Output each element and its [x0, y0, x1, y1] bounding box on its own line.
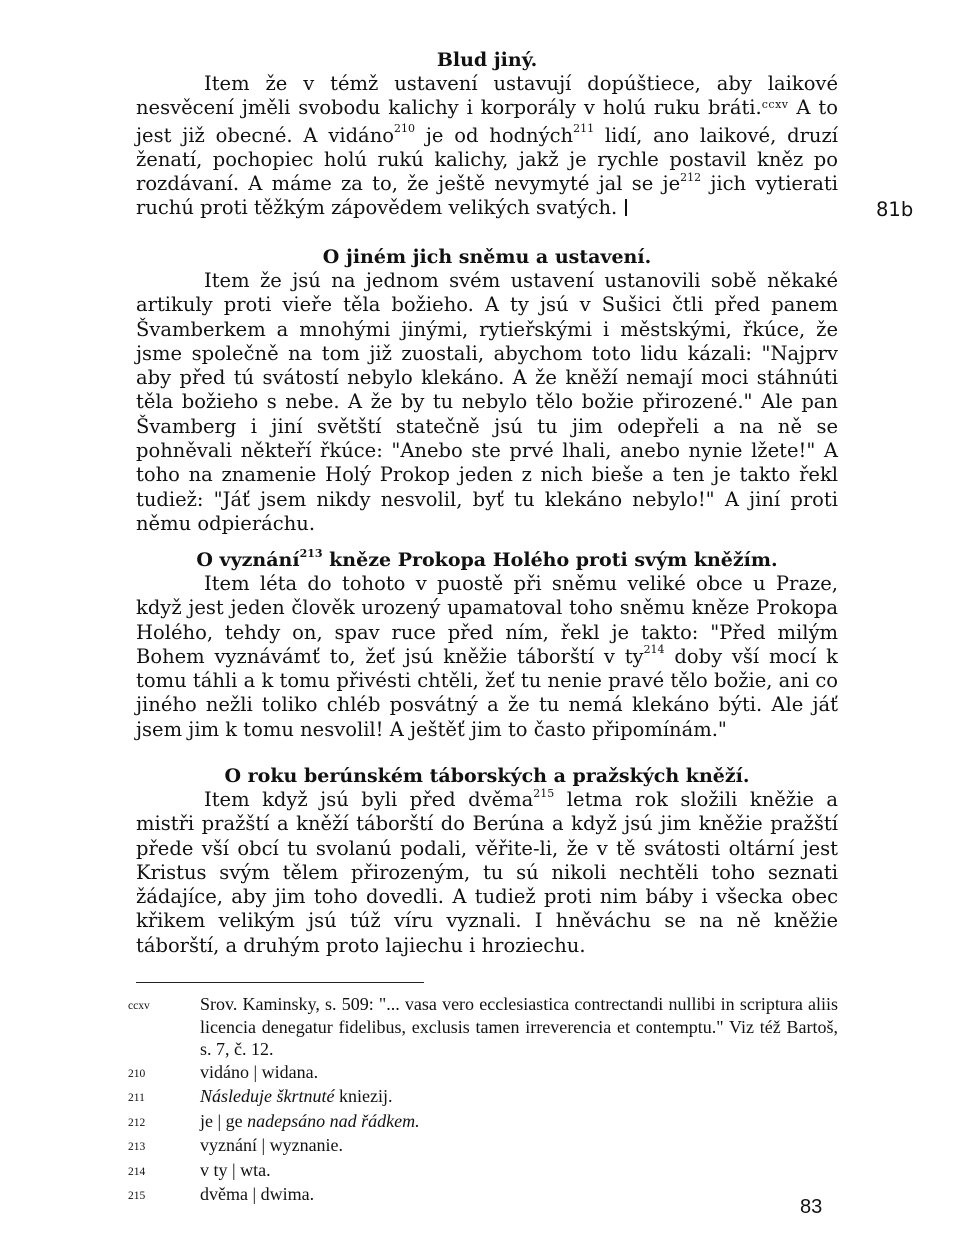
section-roku-berunskem [136, 764, 838, 958]
paragraph: Item léta do tohoto v puostě při sněmu veliké obce u Praze, když jest jeden člověk urozený upamatoval toho sněmu kněze Prokopa Holého, tehdy on, spav ruce před ním, řekl je takto: "Před milým Bohem vyznávámť to, žeť jsú kněžie táborští v $ty^{214}$ doby vší mocí k tomu táhli a k tomu přivésti chtěli, žeť tu nenie pravé tělo božie, ani co jiného nežli toliko chléb posvátný a že tu nemá klekáno býti. Ale jáť jsem jim k tomu nesvolil! A ještěť jim to často připomínám." [136, 572, 838, 741]
paragraph: Item když jsú byli před dvěma$^{215}$ letma rok složili kněžie a mistři pražští a kněží táborští do Berúna a když jsú jim kněžie pražští přede vší obcí tu svolanú podali, věřite-li, že v tě svátosti oltární jest Kristus svým tělem přirozeným, tu sú nikoli nechtěli toho seznati žádajíce, aby jim toho dovedli. A tudiež proti nim báby i všecka obec křikem velikým jsú túž víru vyznali. I hněváchu se na ně kněžie táborští, a druhým proto lajiechu i hroziechu. [136, 786, 838, 957]
folio-break-marker [625, 199, 627, 216]
section-heading: Blud jiný. [436, 49, 538, 71]
footnote-number: ccxv [128, 1000, 150, 1012]
section-vyznani [136, 548, 838, 742]
footnote-ref: 212 [680, 170, 702, 184]
footnotes [128, 993, 838, 1208]
section-jinem-snemu [136, 245, 838, 536]
footnote-ref: 211 [573, 122, 595, 136]
footnote-text: Srov. Kaminsky, s. 509: "... vasa vero ecclesiastica contrectandi nullibi in scriptura aliis licencia denegatur fidelibus, exclusis tamen irreverencia et contemptu." Viz též Bartoš, s. 7, č. 12. [200, 994, 838, 1059]
footnote-text: je | ge nadepsáno nad řádkem. [200, 1110, 420, 1131]
footnote-number: 210 [128, 1067, 146, 1080]
footnote-text: vidáno | widana. [200, 1061, 319, 1082]
footnote-number: 211 [128, 1092, 145, 1104]
footnote-number: 213 [128, 1141, 146, 1153]
page-number: 83 [800, 1196, 823, 1218]
footnote-text: v ty | wta. [200, 1159, 271, 1180]
section-heading: O jiném jich sněmu a ustavení. [322, 246, 652, 268]
section-blud-jiny [136, 48, 838, 221]
paragraph: Item že jsú na jednom svém ustavení ustanovili sobě někaké artikuly proti vieře těla božieho. A ty jsú v Sušici čtli před panem Švamberkem a mnohými jinými, rytieřskými i městskými, řkúce, že jsme společně na tom již zuostali, abychom toto lidu kázali: "Najprv aby před tú svátostí nebylo klekáno. A že kněží nemají moci stáhnúti těla božieho s nebe. A že by tu nebylo tělo božie přirozené." Ale pan Švamberg i jiní světští statečně jsú tu jim odepřeli a na ně se pohněvali někteří řkúce: "Anebo ste prvé lhali, anebo nynie lžete!" A toho na znamenie Holý Prokop jeden z nich bieše a ten je takto řekl tudiež: "Jáť jsem nikdy nesvolil, byť tu klekáno nebylo!" A jiní proti němu odpieráchu. [136, 269, 838, 535]
footnote [128, 1159, 838, 1184]
footnote [128, 1110, 838, 1135]
footnote-number: 214 [128, 1165, 146, 1178]
footnote-text: dvěma | dwima. [200, 1184, 315, 1204]
footnote-ref: ccxv [761, 98, 789, 112]
footnote-text: vyznání | wyznanie. [200, 1135, 344, 1155]
section-heading: O vyznání$^{213}$ kněze Prokopa Holého proti svým kněžím. [196, 546, 778, 571]
footnote [128, 1183, 838, 1208]
footnote-ref: 213 [299, 546, 323, 560]
footnote-number: 215 [128, 1190, 146, 1202]
section-heading: O roku berúnském táborských a pražských kněží. [224, 765, 750, 787]
footnote-ref: 215 [533, 786, 555, 800]
footnote-text: Následuje škrtnuté kniezij. [200, 1086, 393, 1106]
footnote-ref: 210 [394, 122, 415, 136]
footnote-number: 212 [128, 1116, 146, 1129]
folio-margin-note: 81b [876, 198, 914, 221]
footnote [128, 1134, 838, 1159]
footnote [128, 993, 838, 1061]
paragraph: Item že v témž ustavení ustavují dopúštiece, aby laikové nesvěcení jměli svobodu kalichy i korporály v holú ruku bráti.$^{ccxv}$ A to jest již obecné. A vidáno$^{210}$ je od hodných$^{211}$ lidí, ano laikové, druzí ženatí, pochopiec holú rukú kalichy, jakž je rychle postavil kněz po rozdávaní. A máme za to, že ještě nevymyté jal se $je^{212}$ jich vytierati ruchú proti těžkým zápovědem velikých svatých. [136, 72, 838, 220]
footnote [128, 1085, 838, 1110]
footnote-divider [136, 982, 424, 983]
footnote-ref: 214 [643, 643, 665, 657]
footnote [128, 1061, 838, 1086]
